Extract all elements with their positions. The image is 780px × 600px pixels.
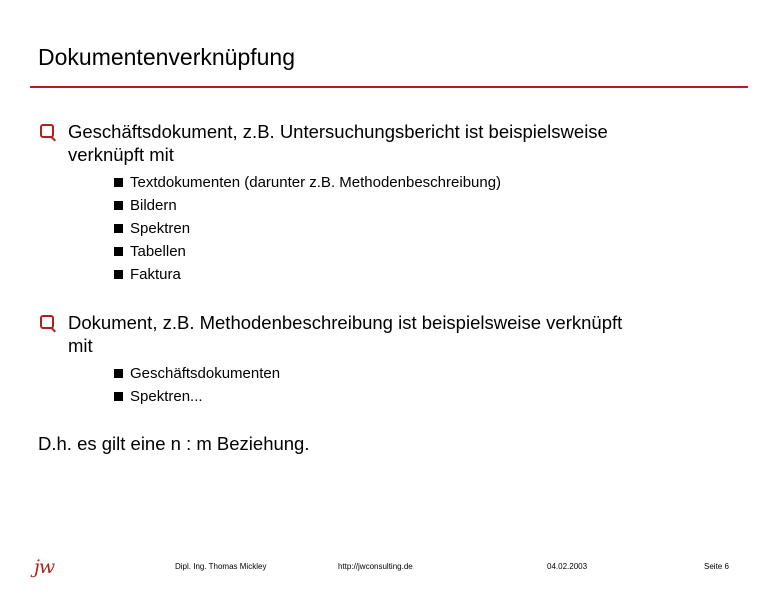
main-bullet-2-line-2: mit — [68, 335, 93, 356]
bullet-group-1 — [40, 120, 608, 286]
title-divider — [30, 86, 748, 88]
main-bullet-1-line-2: verknüpft mit — [68, 144, 174, 165]
n-square-icon — [114, 270, 123, 279]
list-item — [114, 263, 608, 286]
main-bullet-1-line-1: Geschäftsdokument, z.B. Untersuchungsbericht ist beispielsweise — [68, 121, 608, 142]
footer-url: http://jwconsulting.de — [338, 562, 413, 571]
sub-item-label: Spektren... — [130, 388, 203, 405]
n-square-icon — [114, 224, 123, 233]
sub-list-2 — [114, 362, 622, 408]
main-bullet-2 — [40, 311, 622, 357]
main-bullet-1 — [40, 120, 608, 166]
list-item — [114, 194, 608, 217]
q-square-icon — [40, 315, 54, 329]
footer-page-number: Seite 6 — [704, 562, 729, 571]
bullet-group-2 — [40, 311, 622, 408]
sub-item-label: Bildern — [130, 197, 177, 214]
conclusion-text: D.h. es gilt eine n : m Beziehung. — [38, 433, 310, 454]
list-item — [114, 385, 622, 408]
n-square-icon — [114, 392, 123, 401]
slide-footer — [0, 556, 780, 580]
n-square-icon — [114, 247, 123, 256]
n-square-icon — [114, 178, 123, 187]
q-square-icon — [40, 124, 54, 138]
main-bullet-2-line-1: Dokument, z.B. Methodenbeschreibung ist beispielsweise verknüpft — [68, 312, 623, 333]
sub-item-label: Faktura — [130, 266, 181, 283]
list-item — [114, 217, 608, 240]
sub-list-1 — [114, 171, 608, 286]
n-square-icon — [114, 369, 123, 378]
sub-item-label: Spektren — [130, 220, 191, 237]
sub-item-label: Tabellen — [130, 243, 186, 260]
footer-author: Dipl. Ing. Thomas Mickley — [175, 562, 267, 571]
jw-logo: jw — [34, 556, 55, 578]
list-item — [114, 240, 608, 263]
n-square-icon — [114, 201, 123, 210]
slide-title: Dokumentenverknüpfung — [38, 44, 295, 70]
list-item — [114, 171, 608, 194]
list-item — [114, 362, 622, 385]
footer-date: 04.02.2003 — [547, 562, 588, 571]
sub-item-label: Textdokumenten (darunter z.B. Methodenbeschreibung) — [130, 174, 502, 191]
sub-item-label: Geschäftsdokumenten — [130, 365, 281, 382]
